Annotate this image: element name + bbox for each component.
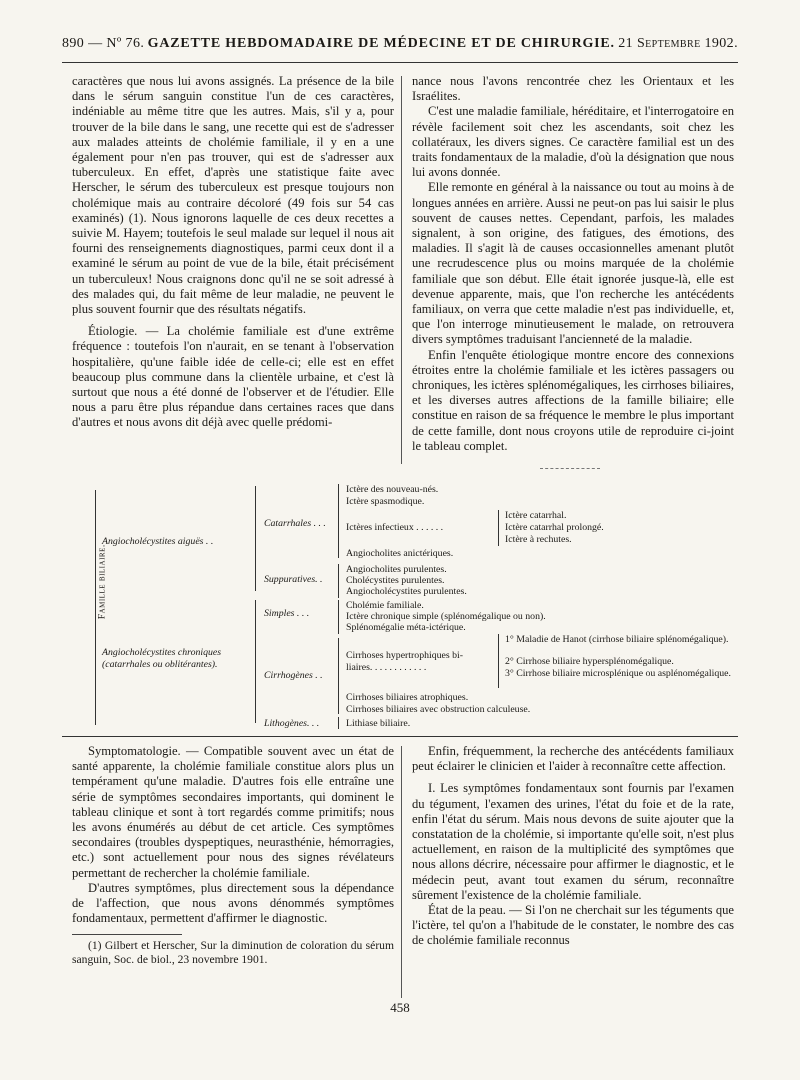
- paragraph: Étiologie. — La cholémie familiale est d'une extrême fréquence : toutefois l'on n'aurait, en se tenant à l'observation hospitalière, qu'une faible idée de celle-ci; elle est en effet beaucoup plus commune dans la clientèle urbaine, et c'est là surtout que nous a été donné de l'observer et de l'étudier. Elle nous a paru être plus répandue dans certaines races que dans d'autres et nous avons dit déjà avec quelle prédomi-: [72, 324, 394, 430]
- paragraph: D'autres symptômes, plus directement sous la dépendance de l'affection, que nous avons dénommés symptômes fondamentaux, permettent d'affirmer le diagnostic.: [72, 880, 394, 926]
- bottom-right-column: [412, 744, 734, 949]
- tree-leaf: Cholécystites purulentes.: [346, 575, 445, 586]
- brace-simples: [338, 600, 339, 634]
- column-separator: [401, 746, 402, 998]
- brace-suppuratives: [338, 564, 339, 598]
- tree-root-label: Famille biliaire.: [96, 544, 108, 620]
- header-date: 21 Septembre 1902.: [618, 36, 738, 51]
- brace-chroniques: [255, 600, 256, 723]
- paragraph: C'est une maladie familiale, héréditaire, et l'interrogatoire en révèle facilement soit chez les ascendants, soit chez les collatéraux, les divers signes. Ce caractère familial est un des traits fondamentaux de la maladie, d'où la désignation que nous lui avons donnée.: [412, 104, 734, 180]
- tree-leaf: 1° Maladie de Hanot (cirrhose biliaire splénomégalique).: [505, 634, 729, 645]
- biliary-family-table: [70, 482, 740, 732]
- tree-leaf: Angiocholécystites purulentes.: [346, 586, 467, 597]
- paragraph: Elle remonte en général à la naissance ou tout au moins à de longues années en arrière. Aussi ne peut-on pas lui saisir le plus souvent de causes nettes. Cependant, parfois, les malades signalent, à son origine, des fatigues, des émotions, des maladies. Il s'agit là de causes occasionnelles amenant plutôt une recrudescence plus ou moins marquée de la cholémie familiale que son début. Elle était ignorée jusque-là, elle est devenue apparente, mais, que l'on recherche les antécédents familiaux, on verra que cette maladie n'est pas individuelle, et, que l'on interroge minutieusement le malade, on retrouvera divers symptômes traduisant l'ancienneté de la maladie.: [412, 180, 734, 347]
- tree-leaf: Ictère chronique simple (splénomégalique ou non).: [346, 611, 546, 622]
- tree-node-hypertrophiques: Cirrhoses hypertrophiques bi-: [346, 650, 463, 661]
- brace-catarrhales: [338, 484, 339, 558]
- brace-cirrhogenes: [338, 638, 339, 714]
- tree-leaf: Angiocholites anictériques.: [346, 548, 454, 559]
- footnote: (1) Gilbert et Herscher, Sur la diminution de coloration du sérum sanguin, Soc. de biol., 23 novembre 1901.: [72, 939, 394, 967]
- tree-leaf: 3° Cirrhose biliaire microsplénique ou asplénomégalique.: [505, 668, 731, 679]
- paragraph: Enfin l'enquête étiologique montre encore des connexions étroites entre la cholémie familiale et les ictères passagers ou chroniques, les ictères splénomégaliques, les cirrhoses biliaires, et les diverses autres affections de la famille biliaire; elle constitue en raison de sa fréquence le membre le plus important de cette famille, dont nous croyons utile de reproduire ci-joint le tableau complet.: [412, 347, 734, 453]
- brace-lithogenes: [338, 717, 339, 729]
- table-rule: [62, 736, 738, 737]
- header-issue: — Nº 76.: [88, 36, 145, 51]
- bottom-left-column: [72, 744, 394, 967]
- tree-leaf: Cholémie familiale.: [346, 600, 424, 611]
- paragraph: I. Les symptômes fondamentaux sont fournis par l'examen du tégument, l'examen des urines, l'état du foie et de la rate, enfin l'état du sérum. Mais nous devons de suite ajouter que la constatation de la cholémie, si importante qu'elle soit, n'est plus actuellement, en raison de la multiplicité des symptômes que nous allons décrire, nécessaire pour affirmer le diagnostic, et le médecin peut, avant tout examen du sérum, reconnaître sûrement l'existence de la cholémie familiale.: [412, 781, 734, 902]
- page-number: 458: [390, 1000, 410, 1015]
- tree-leaf: Ictère spasmodique.: [346, 496, 425, 507]
- tree-node-simples: Simples . . .: [264, 608, 310, 619]
- top-right-column: [412, 74, 734, 454]
- tree-leaf: Cirrhoses biliaires avec obstruction calculeuse.: [346, 704, 531, 715]
- tree-node-aigues: Angiocholécystites aiguës . .: [102, 536, 214, 547]
- tree-leaf: 2° Cirrhose biliaire hypersplénomégalique.: [505, 656, 674, 667]
- paragraph: État de la peau. — Si l'on ne cherchait sur les téguments que l'ictère, tel qu'on a l'habitude de le constater, le nombre des cas de cholémie familiale reconnus: [412, 903, 734, 948]
- brace-root: [95, 490, 96, 725]
- header-page-number: 890: [62, 36, 85, 51]
- tree-leaf: Ictère des nouveau-nés.: [346, 484, 439, 495]
- brace-infectieux: [498, 510, 499, 546]
- paragraph: caractères que nous lui avons assignés. La présence de la bile dans le sérum sanguin constitue l'un de ces caractères, indéniable au même titre que les autres. Mais, s'il y a, pour trouver de la bile dans le sang, une recette qui est de s'adresser aux malades atteints de cholémie familiale, il y en a une également pour n'en pas trouver, qui est de s'adresser aux tuberculeux. En effet, d'après une statistique faite avec Herscher, le sérum des tuberculeux est presque toujours non cholémique mais au contraire décoloré (49 fois sur 54 cas examinés) (1). Nous ignorons laquelle de ces deux recettes a suivie M. Hayem; toutefois le seul malade sur lequel il nous ait fourni des renseignements diagnostiques, parmi ceux dont il a examiné le sérum au point de vue de la bile, était précisément un tuberculeux! Nous craignons donc qu'il ne se soit adressé à des malades qui, du fait même de leur maladie, ne peuvent le plus souvent fournir que des résultats négatifs.: [72, 74, 394, 317]
- paragraph: Symptomatologie. — Compatible souvent avec un état de santé apparente, la cholémie familiale constitue alors plus un tempérament qu'une maladie. D'autres fois elle entraîne une série de symptômes secondaires importants, qui dominent le tableau clinique et sont à tort regardés comme primitifs; nous les avons énumérés au début de cet article. Ces symptômes secondaires (troubles dyspeptiques, neurasthénie, hémorragies, etc.) sont actuellement pour nous des signes révélateurs permettant de rechercher la cholémie familiale.: [72, 744, 394, 880]
- header-journal-title: GAZETTE HEBDOMADAIRE DE MÉDECINE ET DE CHIRURGIE.: [147, 36, 615, 51]
- tree-node-lithogenes: Lithogènes. . .: [264, 718, 320, 729]
- footnote-rule: [72, 934, 182, 935]
- header-page-issue: [62, 36, 144, 52]
- header-rule: [62, 62, 738, 63]
- tree-node-hypertrophiques-sub: liaires. . . . . . . . . . . .: [346, 662, 427, 673]
- tree-leaf: Ictère catarrhal prolongé.: [505, 522, 604, 533]
- tree-leaf: Ictère catarrhal.: [505, 510, 567, 521]
- tree-node-chroniques: Angiocholécystites chroniques: [102, 647, 222, 658]
- tree-leaf: Cirrhoses biliaires atrophiques.: [346, 692, 469, 703]
- paragraph: Enfin, fréquemment, la recherche des antécédents familiaux peut éclairer le clinicien et l'aider à reconnaître cette affection.: [412, 744, 734, 774]
- tree-node-suppuratives: Suppuratives. .: [264, 574, 323, 585]
- section-divider: [540, 468, 600, 469]
- tree-leaf: Ictère à rechutes.: [505, 534, 572, 545]
- tree-leaf: Lithiase biliaire.: [346, 718, 411, 729]
- tree-leaf: Angiocholites purulentes.: [346, 564, 447, 575]
- paragraph: nance nous l'avons rencontrée chez les Orientaux et les Israélites.: [412, 74, 734, 104]
- running-header: [62, 36, 738, 58]
- tree-leaf: Splénomégalie méta-ictérique.: [346, 622, 466, 633]
- brace-hypertrophiques: [498, 634, 499, 688]
- tree-leaf: Ictères infectieux . . . . . .: [346, 522, 444, 533]
- column-separator: [401, 76, 402, 464]
- tree-node-cirrhogenes: Cirrhogènes . .: [264, 670, 323, 681]
- brace-aigues: [255, 486, 256, 591]
- tree-node-catarrhales: Catarrhales . . .: [264, 518, 326, 529]
- top-left-column: [72, 74, 394, 431]
- tree-node-chroniques-sub: (catarrhales ou oblitérantes).: [102, 659, 218, 670]
